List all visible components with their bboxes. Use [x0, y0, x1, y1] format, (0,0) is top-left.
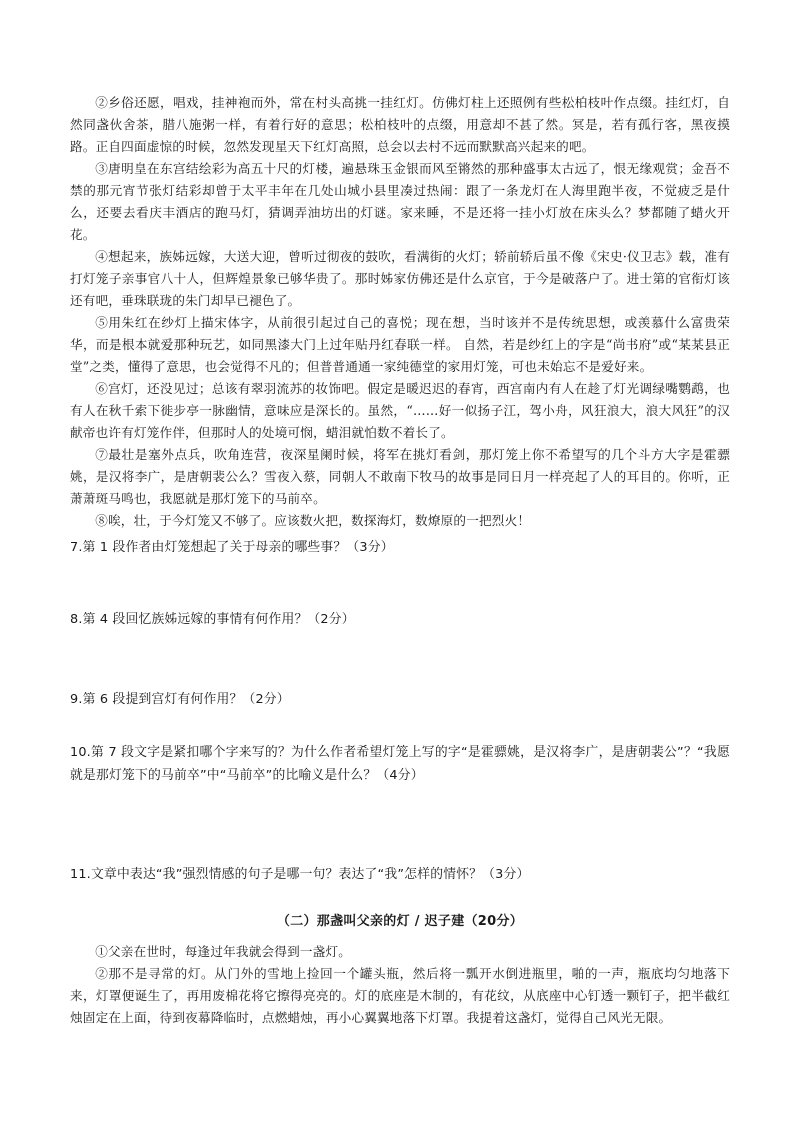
passage-two-paragraph-1: ①父亲在世时，每逢过年我就会得到一盏灯。 [95, 944, 352, 959]
section-two-author: / 迟子建（20分） [409, 914, 524, 929]
section-two-title: （二）那盏叫父亲的灯 [276, 914, 410, 929]
question-7: 7.第 1 段作者由灯笼想起了关于母亲的哪些事？（3分） [70, 540, 394, 555]
paragraph-2: ②乡俗还愿，唱戏，挂神袍而外，常在村头高挑一挂红灯。仿佛灯柱上还照例有些松柏枝叶作点缀。挂红灯，自然同盏伙舍茶，腊八施粥一样，有着行好的意思；松柏枝叶的点缀，用意却不甚了然。冥是，若有孤行客，黑夜摸路。正自四面虚惊的时候，忽然发现星天下红灯高照，总会以去村不远而默默高兴起来的吧。 [70, 95, 730, 154]
paragraph-8: ⑧唉，壮，于今灯笼又不够了。应该数火把，数探海灯，数燎原的一把烈火！ [95, 513, 531, 528]
document-page [70, 92, 730, 1029]
paragraph-5: ⑤用朱红在纱灯上描宋体字，从前很引起过自己的喜悦；现在想，当时该并不是传统思想，或羡慕什么富贵荣华，而是根本就爱那种玩艺，如同黑漆大门上过年贴丹红春联一样。 自然，若是纱红上的字是“尚书府”或“某某县正堂”之类，懂得了意思，也会觉得不凡的；但普普通通一家纯德堂的家用灯笼，可也未始忘不是爱好来。 [70, 315, 730, 374]
question-8: 8.第 4 段回忆族姊远嫁的事情有何作用？（2分） [70, 612, 355, 627]
passage-two [70, 941, 730, 1029]
paragraph-3: ③唐明皇在东宫结绘彩为高五十尺的灯楼，遍悬珠玉金银而风至锵然的那种盛事太古远了，恨无缘观赏；金吾不禁的那元宵节张灯结彩却曾于太平丰年在几处山城小县里凑过热闹：跟了一条龙灯在人海里跑半夜，不觉疲乏是什么，还要去看庆丰酒店的跑马灯，猜调弄油坊出的灯谜。家来睡，不是还将一挂小灯放在床头么？梦都随了蜡火开花。 [70, 161, 730, 242]
section-two-heading [70, 911, 730, 933]
question-11: 11.文章中表达“我”强烈情感的句子是哪一句？表达了“我”怎样的情怀？（3分） [70, 867, 530, 882]
question-list [70, 536, 730, 886]
question-10: 10.第 7 段文字是紧扣哪个字来写的？为什么作者希望灯笼上写的字“是霍骠姚，是汉将李广，是唐朝裴公”？“我愿就是那灯笼下的马前卒”中“马前卒”的比喻义是什么？（4分） [70, 745, 730, 783]
passage-two-paragraph-2: ②那不是寻常的灯。从门外的雪地上捡回一个罐头瓶，然后将一瓢开水倒进瓶里，啪的一声，瓶底均匀地落下来，灯罩便诞生了，再用废棉花将它擦得亮亮的。灯的底座是木制的，有花纹，从底座中心钉透一颗钉子，把半截红烛固定在上面，待到夜幕降临时，点燃蜡烛，再小心翼翼地落下灯罩。我提着这盏灯，觉得自己风光无限。 [70, 966, 730, 1025]
paragraph-6: ⑥宫灯，还没见过；总该有翠羽流苏的妆饰吧。假定是暖迟迟的春宵，西宫南内有人在趁了灯光调绿嘴鹦鹉，也有人在秋千索下徙步亭一脉幽情，意味应是深长的。虽然，“……好一似扬子江，驾小舟，风狂浪大，浪大风狂”的汉献帝也许有灯笼作伴，但那时人的处境可悯，蜡泪就怕数不着长了。 [70, 381, 730, 440]
paragraph-7: ⑦最壮是塞外点兵，吹角连营，夜深星阑时候，将军在挑灯看剑，那灯笼上你不希望写的几个斗方大字是霍骠姚，是汉将李广，是唐朝裴公么？雪夜入蔡，同朝人不敢南下牧马的故事是同日月一样亮起了人的耳目的。你听，正萧萧斑马鸣也，我愿就是那灯笼下的马前卒。 [70, 447, 730, 506]
question-9: 9.第 6 段提到宫灯有何作用？（2分） [70, 692, 290, 707]
paragraph-4: ④想起来，族姊远嫁，大送大迎，曾听过彻夜的鼓吹，看满街的火灯；轿前轿后虽不像《宋史·仪卫志》载，准有打灯笼子亲事官八十人，但辉煌景象已够华贵了。那时姊家仿佛还是什么京官，于今是破落户了。进士第的官衔灯该还有吧，垂珠联珑的朱门却早已褪色了。 [70, 249, 730, 308]
passage-one [70, 92, 730, 532]
